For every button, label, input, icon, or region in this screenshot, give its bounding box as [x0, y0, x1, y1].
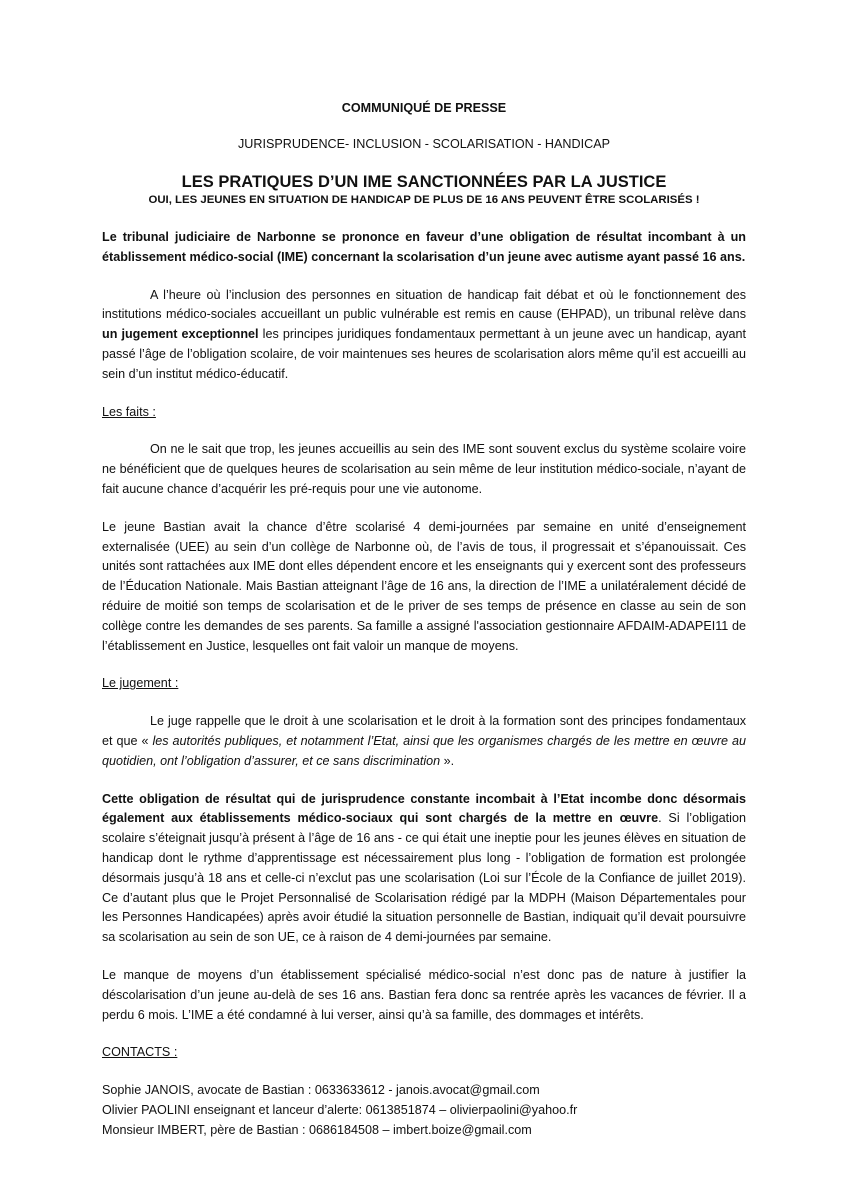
jugement-p1-before: Le juge rappelle que le droit à une scolarisation et le droit à la formation sont des principes fondamentaux et que «: [102, 714, 746, 748]
contact-line-janois: Sophie JANOIS, avocate de Bastian : 0633633612 - janois.avocat@gmail.com: [102, 1083, 540, 1098]
faits-heading: Les faits :: [102, 404, 156, 419]
contacts-list: [102, 1081, 746, 1140]
jugement-heading: Le jugement :: [102, 676, 179, 691]
jugement-quote: les autorités publiques, et notamment l’Etat, ainsi que les organismes chargés de les mettre en œuvre au quotidien, ont l’obligation d’assurer, et ce sans discrimination: [102, 733, 746, 768]
jugement-paragraph-3: Le manque de moyens d’un établissement spécialisé médico-social n’est donc pas de nature à justifier la déscolarisation d’un jeune au-delà de ses 16 ans. Bastian fera donc sa rentrée après les vacances de février. Il a perdu 6 mois. L’IME a été condamné à lui verser, ainsi qu’à sa famille, des dommages et intérêts.: [102, 967, 746, 1022]
faits-paragraph-1: On ne le sait que trop, les jeunes accueillis au sein des IME sont souvent exclus du système scolaire voire ne bénéficient que de quelques heures de scolarisation au sein même de leur institution médico-sociale, n’ayant de fait aucune chance d’acquérir les pré-requis pour une vie autonome.: [102, 442, 746, 496]
intro-bold-text: un jugement exceptionnel: [102, 327, 259, 342]
page-title: LES PRATIQUES D’UN IME SANCTIONNÉES PAR LA JUSTICE: [181, 173, 667, 191]
intro-text-before: A l’heure où l’inclusion des personnes en situation de handicap fait débat et où le fonctionnement des institutions médico-sociales accueillant un public vulnérable est remis en cause (EHPAD), un tribunal relève dans: [102, 287, 746, 322]
jugement-p1-after: ».: [440, 753, 455, 768]
intro-text-after: les principes juridiques fondamentaux permettant à un jeune avec un handicap, ayant passé l’âge de l’obligation scolaire, de voir maintenues ses heures de scolarisation alors même qu’il est accueilli au sein d’un institut médico-éducatif.: [102, 327, 746, 381]
topic-tags: JURISPRUDENCE- INCLUSION - SCOLARISATION - HANDICAP: [237, 137, 611, 151]
jugement-paragraph-2: [102, 790, 746, 948]
contact-line-imbert: Monsieur IMBERT, père de Bastian : 0686184508 – imbert.boize@gmail.com: [102, 1122, 532, 1137]
jugement-p2-bold: Cette obligation de résultat qui de jurisprudence constante incombait à l’Etat incombe donc désormais également aux établissements médico-sociaux qui sont chargés de la mettre en œuvre: [102, 791, 746, 826]
lead-paragraph: Le tribunal judiciaire de Narbonne se prononce en faveur d’une obligation de résultat incombant à un établissement médico-social (IME) concernant la scolarisation d’un jeune avec autisme ayant passé 16 ans.: [102, 230, 746, 264]
contact-line-paolini: Olivier PAOLINI enseignant et lanceur d’alerte: 0613851874 – olivierpaolini@yahoo.fr: [102, 1102, 578, 1117]
faits-paragraph-2: Le jeune Bastian avait la chance d’être scolarisé 4 demi-journées par semaine en unité d’enseignement externalisée (UEE) au sein d’un collège de Narbonne où, de l’avis de tous, il progressait et s’épanouissait. Ces unités sont rattachées aux IME dont elles dépendent encore et les enseignants qui y exercent sont des professeurs de l’Éducation Nationale. Mais Bastian atteignant l’âge de 16 ans, la direction de l’IME a unilatéralement décidé de réduire de moitié son temps de scolarisation et de le priver de ses temps de présence en classe au sein de son collège contre les demandes de ses parents. Sa famille a assigné l'association gestionnaire AFDAIM-ADAPEI11 de l’établissement en Justice, lesquelles ont fait valoir un manque de moyens.: [102, 519, 746, 653]
jugement-paragraph-1: [102, 712, 746, 771]
jugement-p2-rest: . Si l’obligation scolaire s’éteignait jusqu’à présent à l’âge de 16 ans - ce qui était une ineptie pour les jeunes élèves en situation de handicap dont le rythme d’apprentissage est nécessairement plus long - l’obligation de formation est prolongée désormais jusqu’à 18 ans et celle-ci n’exclut pas une scolarisation (Loi sur l’École de la Confiance de juillet 2019). Ce d’autant plus que le Projet Personnalisé de Scolarisation rédigé par la MDPH (Maison Départementales pour les Personnes Handicapées) après avoir étudié la situation personnelle de Bastian, indiquait qu’il devait poursuivre sa scolarisation au sein de son UE, ce à raison de 4 demi-journées par semaine.: [102, 811, 746, 945]
contacts-heading: CONTACTS :: [102, 1045, 178, 1060]
press-label: COMMUNIQUÉ DE PRESSE: [341, 101, 507, 115]
page-subtitle: OUI, LES JEUNES EN SITUATION DE HANDICAP DE PLUS DE 16 ANS PEUVENT ÊTRE SCOLARISÉS !: [148, 194, 700, 206]
intro-paragraph: [102, 286, 746, 385]
